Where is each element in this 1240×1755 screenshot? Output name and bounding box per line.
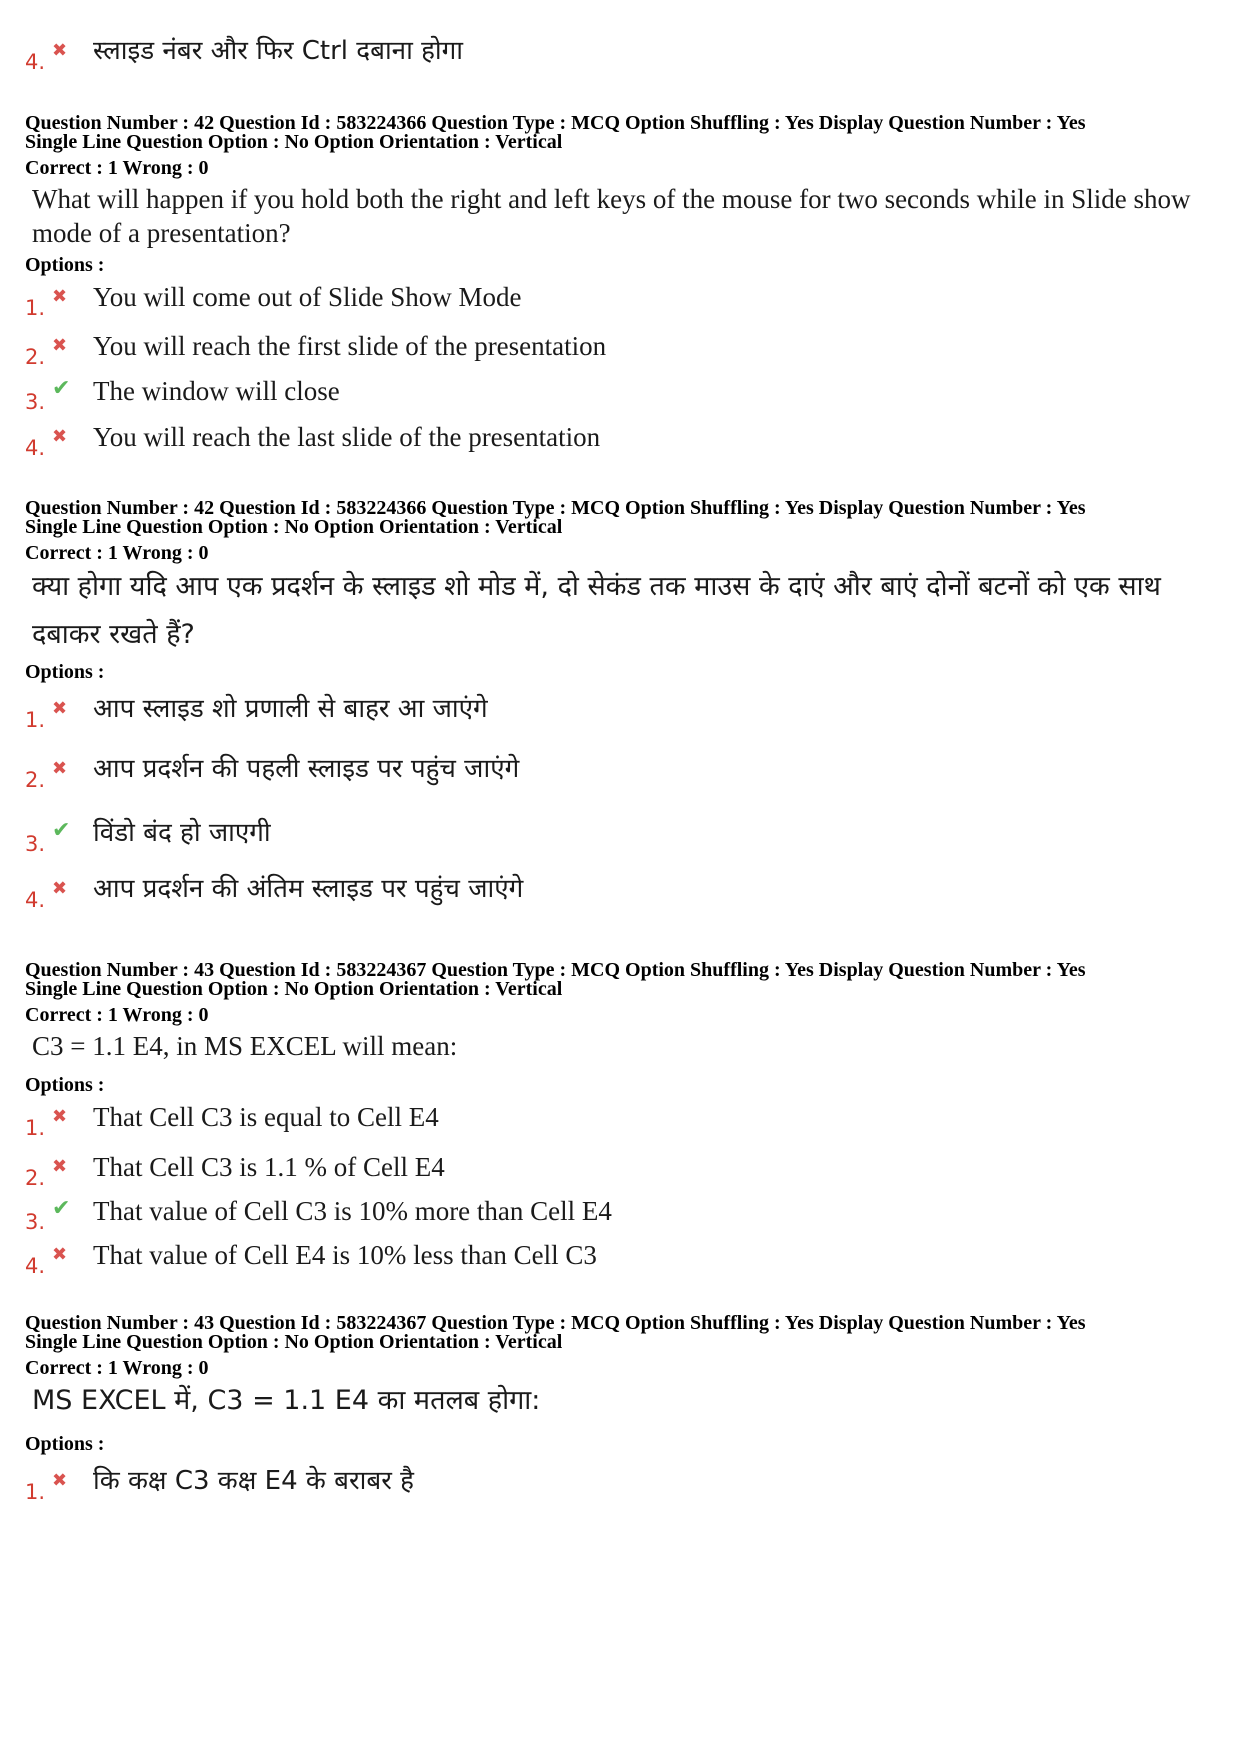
option-number: 4. [25,1254,46,1278]
option-row [25,1194,1205,1240]
question-text: What will happen if you hold both the right and left keys of the mouse for two seconds while in Slide show mode of a presentation? [32,184,1191,248]
option-text: स्लाइड नंबर और फिर Ctrl दबाना होगा [93,36,464,66]
option-number: 4. [25,888,46,912]
option-number: 3. [25,1210,46,1234]
question-meta-options: Single Line Question Option : No Option Orientation : Vertical [25,516,563,538]
cross-icon: ✖ [52,698,68,719]
option-row [25,816,1205,862]
option-text: That value of Cell E4 is 10% less than Cell C3 [93,1240,597,1270]
cross-icon: ✖ [52,335,68,356]
marking-scheme: Correct : 1 Wrong : 0 [25,542,209,564]
cross-icon: ✖ [52,878,68,899]
option-row [25,1464,1205,1510]
cross-icon: ✖ [52,426,68,447]
question-text: MS EXCEL में, C3 = 1.1 E4 का मतलब होगा: [32,1385,541,1416]
option-row [25,752,1205,798]
options-label: Options : [25,1074,105,1096]
question-meta: Question Number : 43 Question Id : 583224367 Question Type : MCQ Option Shuffling : Yes Display Question Number : Yes [25,1312,1086,1334]
question-meta-options: Single Line Question Option : No Option Orientation : Vertical [25,1331,563,1353]
option-text: कि कक्ष C3 कक्ष E4 के बराबर है [93,1466,414,1496]
option-number: 1. [25,1116,46,1140]
cross-icon: ✖ [52,1106,68,1127]
option-text: आप प्रदर्शन की पहली स्लाइड पर पहुंच जाएंगे [93,754,520,784]
option-row [25,1150,1205,1196]
option-row [25,280,1205,326]
option-row [25,374,1205,420]
question-meta: Question Number : 42 Question Id : 583224366 Question Type : MCQ Option Shuffling : Yes Display Question Number : Yes [25,497,1086,519]
cross-icon: ✖ [52,40,68,61]
option-text: That Cell C3 is equal to Cell E4 [93,1102,439,1132]
option-text: That value of Cell C3 is 10% more than Cell E4 [93,1196,612,1226]
option-number: 4. [25,50,46,74]
question-meta-options: Single Line Question Option : No Option Orientation : Vertical [25,131,563,153]
question-text: C3 = 1.1 E4, in MS EXCEL will mean: [32,1031,458,1061]
option-row [25,1238,1205,1284]
option-number: 3. [25,390,46,414]
option-number: 4. [25,436,46,460]
option-text: You will reach the last slide of the presentation [93,422,601,452]
options-label: Options : [25,1433,105,1455]
cross-icon: ✖ [52,758,68,779]
question-meta: Question Number : 42 Question Id : 583224366 Question Type : MCQ Option Shuffling : Yes Display Question Number : Yes [25,112,1086,134]
marking-scheme: Correct : 1 Wrong : 0 [25,1004,209,1026]
option-number: 1. [25,296,46,320]
option-text: You will reach the first slide of the presentation [93,331,607,361]
option-row [25,329,1205,375]
option-number: 2. [25,768,46,792]
cross-icon: ✖ [52,1470,68,1491]
marking-scheme: Correct : 1 Wrong : 0 [25,1357,209,1379]
question-meta-options: Single Line Question Option : No Option Orientation : Vertical [25,978,563,1000]
option-number: 1. [25,708,46,732]
option-number: 3. [25,832,46,856]
option-row [25,692,1205,738]
question-meta: Question Number : 43 Question Id : 583224367 Question Type : MCQ Option Shuffling : Yes Display Question Number : Yes [25,959,1086,981]
option-row [25,872,1205,918]
marking-scheme: Correct : 1 Wrong : 0 [25,157,209,179]
check-icon: ✔ [52,376,71,401]
check-icon: ✔ [52,1196,71,1221]
option-row [25,1100,1205,1146]
option-text: That Cell C3 is 1.1 % of Cell E4 [93,1152,445,1182]
option-row [25,34,1205,80]
option-text: The window will close [93,376,340,406]
option-text: विंडो बंद हो जाएगी [93,818,271,848]
option-row [25,420,1205,466]
cross-icon: ✖ [52,286,68,307]
options-label: Options : [25,254,105,276]
option-number: 2. [25,345,46,369]
option-text: You will come out of Slide Show Mode [93,282,522,312]
cross-icon: ✖ [52,1156,68,1177]
check-icon: ✔ [52,818,71,843]
cross-icon: ✖ [52,1244,68,1265]
option-number: 1. [25,1480,46,1504]
option-number: 2. [25,1166,46,1190]
option-text: आप प्रदर्शन की अंतिम स्लाइड पर पहुंच जाएंगे [93,874,524,904]
option-text: आप स्लाइड शो प्रणाली से बाहर आ जाएंगे [93,694,488,724]
options-label: Options : [25,661,105,683]
question-text: क्या होगा यदि आप एक प्रदर्शन के स्लाइड शो मोड में, दो सेकंड तक माउस के दाएं और बाएं दोनों बटनों को एक साथ दबाकर रखते हैं? [32,571,1161,650]
